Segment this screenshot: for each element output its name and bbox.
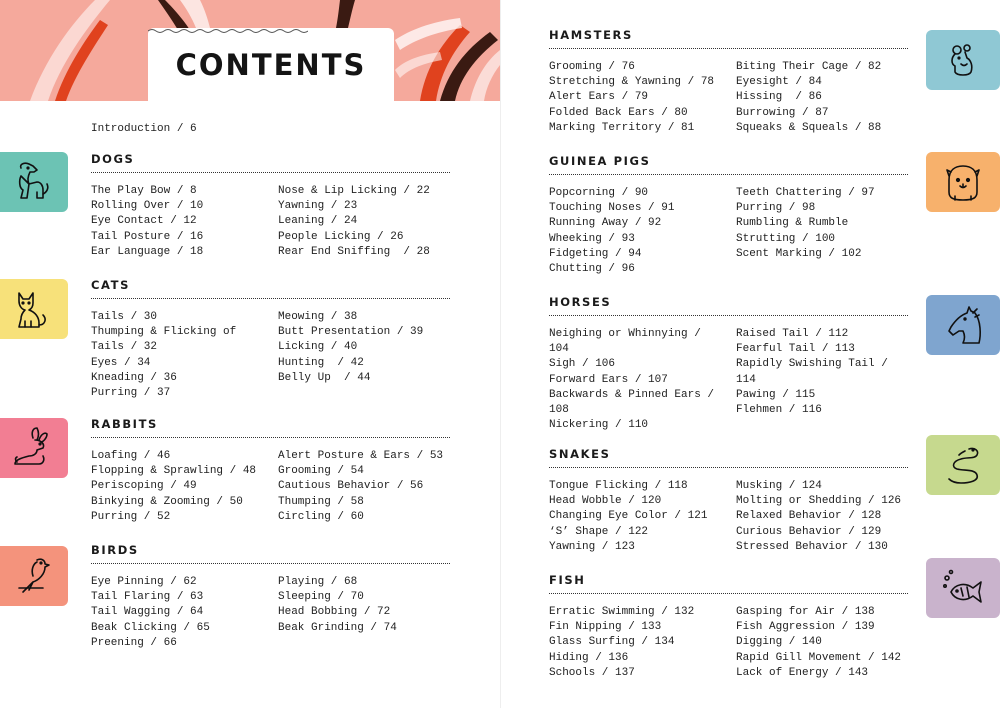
- entries-col-1: [91, 184, 271, 260]
- toc-entry[interactable]: Rapidly Swishing Tail / 114: [736, 358, 888, 386]
- toc-entry[interactable]: Rolling Over / 10: [91, 200, 204, 213]
- toc-entry[interactable]: Nickering / 110: [549, 419, 649, 432]
- bird-icon: [7, 552, 55, 600]
- toc-entry[interactable]: Binkying & Zooming / 50: [91, 495, 243, 508]
- section-title: HAMSTERS: [549, 28, 633, 42]
- entries-col-1: [549, 605, 729, 681]
- guinea-pig-icon: [939, 158, 987, 206]
- entries-col-2: [736, 327, 916, 418]
- toc-entry[interactable]: Folded Back Ears / 80: [549, 106, 688, 119]
- toc-entry[interactable]: Tail Posture / 16: [91, 230, 204, 243]
- toc-entry[interactable]: Purring / 52: [91, 510, 171, 523]
- toc-entry[interactable]: ‘S’ Shape / 122: [549, 525, 649, 538]
- entries-col-1: [91, 310, 271, 401]
- toc-entry[interactable]: Touching Noses / 91: [549, 202, 675, 215]
- dog-icon: [7, 158, 55, 206]
- toc-entry[interactable]: Purring / 98: [736, 202, 816, 215]
- toc-entry[interactable]: Changing Eye Color / 121: [549, 510, 708, 523]
- entries-col-2: [736, 605, 916, 681]
- toc-entry[interactable]: Hiding / 136: [549, 651, 629, 664]
- toc-entry[interactable]: Purring / 37: [91, 387, 171, 400]
- toc-entry[interactable]: Gasping for Air / 138: [736, 606, 875, 618]
- toc-entry[interactable]: Fearful Tail / 113: [736, 343, 855, 356]
- toc-entry[interactable]: Yawning / 23: [278, 200, 358, 213]
- toc-entry[interactable]: Schools / 137: [549, 666, 635, 679]
- toc-entry[interactable]: Alert Posture & Ears / 53: [278, 450, 444, 462]
- entries-col-2: [736, 479, 916, 555]
- section-title: HORSES: [549, 295, 612, 309]
- toc-entry[interactable]: Chutting / 96: [549, 263, 635, 276]
- section-rabbits: [91, 417, 450, 523]
- toc-entry[interactable]: Circling / 60: [278, 510, 364, 523]
- toc-entry[interactable]: Licking / 40: [278, 341, 358, 354]
- toc-entry[interactable]: Hissing / 86: [736, 91, 822, 104]
- entries-col-2: [278, 449, 458, 525]
- toc-intro-entry[interactable]: Introduction / 6: [91, 123, 197, 135]
- toc-entry[interactable]: Marking Territory / 81: [549, 121, 695, 134]
- toc-entry[interactable]: Belly Up / 44: [278, 371, 371, 384]
- toc-entry[interactable]: Leaning / 24: [278, 215, 358, 228]
- tab-birds[interactable]: [0, 546, 68, 606]
- toc-entry[interactable]: Flehmen / 116: [736, 404, 822, 417]
- tab-rabbits[interactable]: [0, 418, 68, 478]
- page-gutter: [500, 0, 501, 708]
- toc-entry[interactable]: Pawing / 115: [736, 388, 816, 401]
- entries-col-1: [549, 60, 729, 136]
- toc-entry[interactable]: Nose & Lip Licking / 22: [278, 185, 430, 197]
- toc-entry[interactable]: Sigh / 106: [549, 358, 616, 371]
- section-title: FISH: [549, 573, 586, 587]
- entries-col-2: [278, 310, 458, 386]
- section-title: BIRDS: [91, 543, 139, 557]
- section-snakes: [549, 447, 908, 553]
- snake-icon: [939, 441, 987, 489]
- toc-entry[interactable]: Beak Clicking / 65: [91, 621, 210, 634]
- dotted-rule: [549, 48, 908, 49]
- header-banner: [0, 0, 500, 101]
- toc-entry[interactable]: Flopping & Sprawling / 48: [91, 465, 257, 478]
- toc-entry[interactable]: Eyesight / 84: [736, 76, 822, 89]
- section-guinea-pigs: [549, 154, 908, 276]
- entries-col-2: [736, 60, 916, 136]
- toc-entry[interactable]: Head Wobble / 120: [549, 495, 662, 508]
- dotted-rule: [91, 563, 450, 564]
- toc-entry[interactable]: Cautious Behavior / 56: [278, 480, 424, 493]
- toc-entry[interactable]: Alert Ears / 79: [549, 91, 649, 104]
- entries-col-1: [549, 479, 729, 555]
- toc-entry[interactable]: Rear End Sniffing / 28: [278, 245, 430, 258]
- dotted-rule: [549, 174, 908, 175]
- dotted-rule: [91, 437, 450, 438]
- toc-entry[interactable]: Musking / 124: [736, 480, 822, 492]
- toc-entry[interactable]: The Play Bow / 8: [91, 185, 197, 197]
- toc-entry[interactable]: Biting Their Cage / 82: [736, 61, 882, 73]
- toc-entry[interactable]: People Licking / 26: [278, 230, 404, 243]
- fish-icon: [939, 564, 987, 612]
- rabbit-icon: [7, 424, 55, 472]
- section-title: DOGS: [91, 152, 135, 166]
- toc-entry[interactable]: Eye Contact / 12: [91, 215, 197, 228]
- toc-entry[interactable]: Periscoping / 49: [91, 480, 197, 493]
- section-hamsters: [549, 28, 908, 134]
- toc-entry[interactable]: Sleeping / 70: [278, 591, 364, 604]
- toc-entry[interactable]: Squeaks & Squeals / 88: [736, 121, 882, 134]
- entries-col-2: [278, 184, 458, 260]
- section-horses: [549, 295, 908, 432]
- section-title: GUINEA PIGS: [549, 154, 651, 168]
- toc-entry[interactable]: Forward Ears / 107: [549, 373, 668, 386]
- toc-entry[interactable]: Tongue Flicking / 118: [549, 480, 688, 492]
- toc-entry[interactable]: Meowing / 38: [278, 311, 358, 323]
- entries-col-1: [91, 575, 271, 651]
- cat-icon: [7, 285, 55, 333]
- toc-entry[interactable]: Raised Tail / 112: [736, 328, 849, 340]
- toc-entry[interactable]: Fin Nipping / 133: [549, 621, 662, 634]
- toc-entry[interactable]: Loafing / 46: [91, 450, 171, 462]
- dotted-rule: [549, 315, 908, 316]
- toc-entry[interactable]: Rumbling & Rumble Strutting / 100: [736, 217, 849, 245]
- toc-entry[interactable]: Grooming / 54: [278, 465, 364, 478]
- toc-entry[interactable]: Fish Aggression / 139: [736, 621, 875, 634]
- toc-entry[interactable]: Relaxed Behavior / 128: [736, 510, 882, 523]
- toc-entry[interactable]: Playing / 68: [278, 576, 358, 588]
- toc-entry[interactable]: Thumping / 58: [278, 495, 364, 508]
- toc-entry[interactable]: Eye Pinning / 62: [91, 576, 197, 588]
- toc-entry[interactable]: Stressed Behavior / 130: [736, 540, 888, 553]
- toc-entry[interactable]: Tail Flaring / 63: [91, 591, 204, 604]
- title-box: [148, 28, 394, 101]
- toc-entry[interactable]: Tails / 30: [91, 311, 158, 323]
- entries-col-1: [549, 327, 729, 433]
- entries-col-2: [278, 575, 458, 636]
- toc-entry[interactable]: Butt Presentation / 39: [278, 326, 424, 339]
- toc-entry[interactable]: Preening / 66: [91, 636, 177, 649]
- section-fish: [549, 573, 908, 679]
- toc-entry[interactable]: Ear Language / 18: [91, 245, 204, 258]
- toc-entry[interactable]: Molting or Shedding / 126: [736, 495, 902, 508]
- toc-entry[interactable]: Lack of Energy / 143: [736, 666, 869, 679]
- hamster-icon: [939, 36, 987, 84]
- toc-entry[interactable]: Wheeking / 93: [549, 232, 635, 245]
- wavy-underline: [148, 28, 308, 34]
- toc-entry[interactable]: Scent Marking / 102: [736, 247, 862, 260]
- dotted-rule: [549, 467, 908, 468]
- tab-dogs[interactable]: [0, 152, 68, 212]
- page-title: CONTENTS: [175, 48, 367, 82]
- toc-entry[interactable]: Digging / 140: [736, 636, 822, 649]
- toc-entry[interactable]: Curious Behavior / 129: [736, 525, 882, 538]
- toc-entry[interactable]: Fidgeting / 94: [549, 247, 642, 260]
- toc-entry[interactable]: Teeth Chattering / 97: [736, 187, 875, 199]
- tab-guinea-pigs[interactable]: [926, 152, 1000, 212]
- section-dogs: [91, 152, 450, 258]
- entries-col-2: [736, 186, 916, 262]
- tab-fish[interactable]: [926, 558, 1000, 618]
- toc-entry[interactable]: Grooming / 76: [549, 61, 635, 73]
- toc-entry[interactable]: Tail Wagging / 64: [91, 606, 204, 619]
- horse-icon: [939, 301, 987, 349]
- section-birds: [91, 543, 450, 649]
- toc-entry[interactable]: Thumping & Flicking of Tails / 32: [91, 326, 237, 354]
- toc-entry[interactable]: Eyes / 34: [91, 356, 151, 369]
- section-title: CATS: [91, 278, 130, 292]
- tab-hamsters[interactable]: [926, 30, 1000, 90]
- entries-col-1: [91, 449, 271, 525]
- toc-entry[interactable]: Glass Surfing / 134: [549, 636, 675, 649]
- tab-snakes[interactable]: [926, 435, 1000, 495]
- toc-entry[interactable]: Popcorning / 90: [549, 187, 649, 199]
- tab-horses[interactable]: [926, 295, 1000, 355]
- toc-entry[interactable]: Burrowing / 87: [736, 106, 829, 119]
- section-cats: [91, 278, 450, 400]
- toc-entry[interactable]: Hunting / 42: [278, 356, 364, 369]
- toc-entry[interactable]: Head Bobbing / 72: [278, 606, 391, 619]
- toc-entry[interactable]: Stretching & Yawning / 78: [549, 76, 715, 89]
- toc-entry[interactable]: Kneading / 36: [91, 371, 177, 384]
- section-title: RABBITS: [91, 417, 158, 431]
- section-title: SNAKES: [549, 447, 611, 461]
- tab-cats[interactable]: [0, 279, 68, 339]
- entries-col-1: [549, 186, 729, 277]
- toc-entry[interactable]: Erratic Swimming / 132: [549, 606, 695, 618]
- dotted-rule: [549, 593, 908, 594]
- toc-entry[interactable]: Running Away / 92: [549, 217, 662, 230]
- toc-entry[interactable]: Yawning / 123: [549, 540, 635, 553]
- dotted-rule: [91, 172, 450, 173]
- toc-entry[interactable]: Rapid Gill Movement / 142: [736, 651, 902, 664]
- dotted-rule: [91, 298, 450, 299]
- toc-entry[interactable]: Backwards & Pinned Ears / 108: [549, 388, 715, 417]
- toc-entry[interactable]: Neighing or Whinnying / 104: [549, 328, 701, 356]
- toc-entry[interactable]: Beak Grinding / 74: [278, 621, 397, 634]
